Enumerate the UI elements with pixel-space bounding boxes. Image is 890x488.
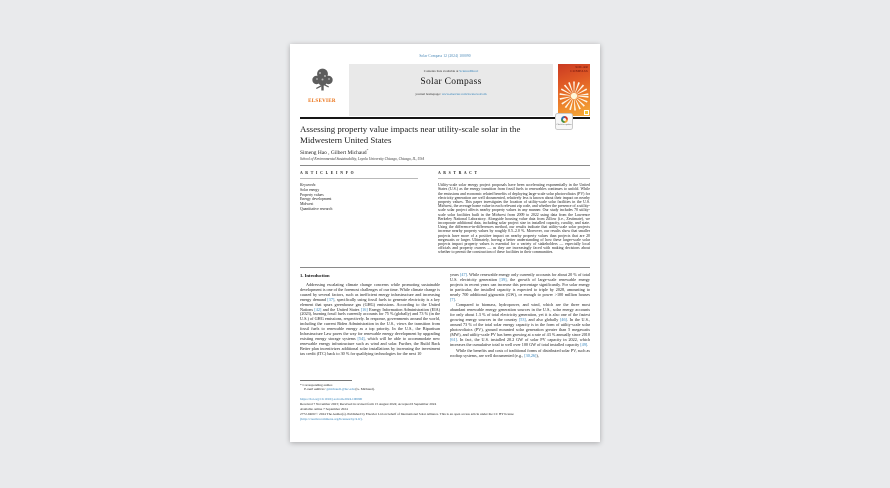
received-dates: Received 7 November 2023; Received in revised form 15 August 2024; Accepted 6 September 2024 (300, 402, 437, 406)
elsevier-logo[interactable] (300, 64, 344, 116)
journal-reference: Solar Compass 12 (2024) 100090 (419, 54, 471, 58)
paper-page (290, 44, 600, 442)
journal-banner (300, 64, 590, 116)
corresponding-author-mark: * (366, 148, 369, 152)
author-email-link[interactable]: gmichaud1@luc.edu (326, 387, 355, 392)
keyword-item: Property values (300, 192, 324, 197)
article-title: Assessing property value impacts near utility-scale solar in the Midwestern United States (300, 124, 521, 145)
section-heading-introduction: 1. Introduction (300, 273, 330, 278)
keyword-item: Quantitative research (300, 207, 333, 212)
corresponding-author-note: * Corresponding author. (300, 382, 333, 387)
cc-license-link[interactable]: (http://creativecommons.org/licenses/by/4.0/). (300, 417, 363, 421)
cover-title: SOLAR COMPASS (570, 65, 588, 73)
abstract-column (438, 171, 590, 267)
abstract-heading: A B S T R A C T (438, 171, 478, 175)
journal-cover-thumbnail[interactable] (558, 64, 590, 116)
body-paragraph: While the benefits and costs of traditional forms of distributed solar PV, such as rooftop systems, are well documented (e.g., [30,26]), (450, 347, 590, 358)
sciencedirect-link[interactable]: ScienceDirect (459, 69, 479, 73)
article-info-abstract-block (300, 165, 590, 268)
keyword-item: Midwest (300, 202, 314, 207)
body-right-column (450, 273, 590, 377)
affiliation: School of Environmental Sustainability, Loyola University Chicago, Chicago, IL, USA (300, 157, 425, 161)
author-line: Simeng Hao , Gilbert Michaud* (300, 148, 369, 156)
body-text-columns (300, 273, 590, 377)
check-badge-label: Check for updates (556, 124, 572, 127)
body-paragraph: Addressing escalating climate change concerns while promoting sustainable development is one of the foremost challenges of our time. While climate change is caused by several factors, such as inefficient energy infrastructure and increasing energy demand [37], specifically using fossil fuels to generate electricity is a key element that spurs greenhouse gas (GHG) emissions. According to the United Nations [42] and the United States [16] Energy Information Administration (EIA) (2023), burning fossil fuels currently accounts for 75 % (globally) and 73 % (in the U.S.) of GHG emissions, respectively. In response, governments around the world, including the current Biden Administration in the U.S., views the transition from fossil fuels to renewable energy as a top priority. In the U.S., the Bipartisan Infrastructure Law paves the way for renewable energy development by upgrading existing energy storage systems [54], which will be able to accommodate new renewable energy infrastructure such as wind and solar. Further, the Build Back Better plan incentivizes additional solar installations by increasing the investment tax credit (ITC) back to 30 % for qualifying technologies for the next 10 (300, 282, 441, 356)
available-online: Available online 7 September 2024 (300, 407, 348, 411)
elsevier-wordmark: ELSEVIER (308, 99, 336, 104)
keyword-item: Solar energy (300, 187, 320, 192)
body-paragraph: Compared to biomass, hydropower, and wind, which are the three most abundant renewable energy generation sources in the U.S., solar energy accounts for only about 1.3 % of total electricity generation, yet it is also one of the fastest growing energy sources in the country [53], and also globally [46]. In the U.S., around 73 % of the total solar energy capacity is in the form of utility-scale solar photovoltaics (PV), ground mounted solar generation greater than 5 megawatts (MW), and utility-scale PV has been growing at a rate of 43 % annually since 2010 [61]. In fact, the U.S. installed 20.2 GW of solar PV capacity in 2022, which increases the cumulative total to well over 100 GW of total installed capacity [49]. (450, 302, 590, 347)
keyword-item: Energy development (300, 197, 332, 202)
homepage-line: journal homepage: www.elsevier.com/locate/solcom (415, 91, 487, 96)
footnote-block (300, 380, 450, 392)
cover-corner-mark (584, 110, 589, 115)
journal-title: Solar Compass (420, 76, 482, 87)
elsevier-tree-icon (309, 67, 336, 97)
journal-homepage-link[interactable]: www.elsevier.com/locate/solcom (441, 91, 487, 96)
article-info-column (300, 171, 418, 267)
check-for-updates-badge[interactable] (555, 113, 573, 130)
article-info-rule (300, 178, 418, 180)
abstract-text: Utility-scale solar energy project proposals have been accelerating exponentially in the United States (U.S.) as the energy transition from fossil fuels to renewables continues to unfold. While the emissions and economic related benefits of deploying large-scale solar photovoltaics (PV) for electricity generation are well documented, relatively less is known about their impact on nearby property values. This paper investigates the location of utility-scale solar facilities in the U.S. Midwest, the average home value in each relevant zip code, and whether the presence of a utility-scale solar project affects nearby property values in any manner. Our study includes 70 utility-scale solar facilities built in the Midwest from 2009 to 2022 using data from the Lawrence Berkeley National Laboratory. Alongside housing value data from Zillow (i.e., Zestimate), we incorporate additional data, including solar project size in installed capacity, rurality, and state. Using the difference-in-differences method, our results indicate that utility-scale solar projects increase nearby property values by roughly 0.5–2.0 %. Moreover, our results show that smaller projects have more of a positive impact on nearby property values than projects that are 20 megawatts or larger. Ultimately, having a better understanding of how these larger-scale solar projects impact property values is essential for a variety of stakeholders — especially local officials and property owners — as they are increasingly faced with making decisions about whether to permit the construction of these facilities in their communities. (438, 183, 590, 255)
body-left-column (300, 273, 440, 377)
article-info-heading: A R T I C L E I N F O (300, 171, 355, 175)
crossmark-icon (561, 116, 568, 123)
banner-divider-bar (300, 117, 590, 119)
footnote-rule (300, 380, 352, 381)
contents-line: Contents lists available at ScienceDirect (423, 69, 479, 73)
email-line: E-mail address: gmichaud1@luc.edu (G. Michaud). (304, 387, 375, 392)
doi-link[interactable]: https://doi.org/10.1016/j.solcom.2024.100090 (300, 397, 363, 401)
body-paragraph: years [47]. While renewable energy only currently accounts for about 20 % of total U.S. electricity generation [39], the growth of large-scale renewable energy projects in recent years can increase this percentage significantly. For solar energy in particular, the installed capacity is expected to triple by 2028, amounting to nearly 700 additional gigawatts (GW), or enough to power >100 million houses [7]. (450, 273, 590, 302)
keywords-label: Keywords: (300, 183, 317, 188)
copyright-line: 2772-9400/© 2024 The Author(s). Published by Elsevier Ltd on behalf of International Solar Alliance. This is an open access article under the CC BY license (300, 412, 514, 416)
abstract-rule (438, 178, 590, 180)
footer-block (300, 397, 590, 422)
journal-masthead (349, 64, 553, 116)
